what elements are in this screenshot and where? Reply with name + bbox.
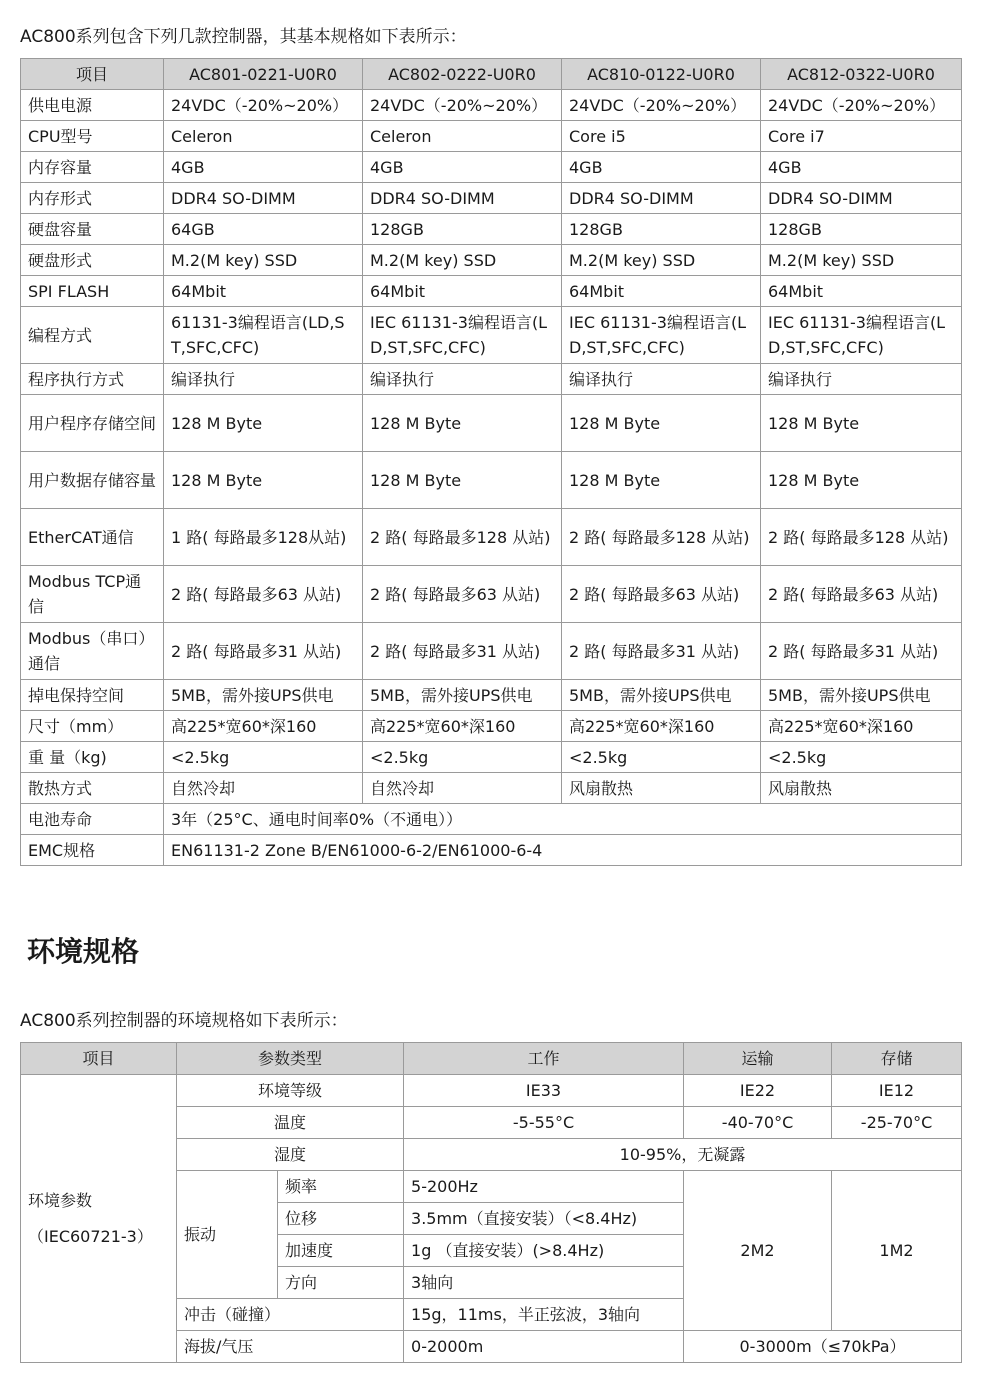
spec-cell: 编译执行 — [761, 364, 962, 395]
vibration-direction-label: 方向 — [278, 1267, 404, 1299]
spec-cell: 2 路( 每路最多63 从站) — [164, 566, 363, 623]
controller-spec-table — [20, 58, 962, 866]
temperature-label: 温度 — [177, 1107, 404, 1139]
spec-row-label: Modbus TCP通信 — [21, 566, 164, 623]
spec-row-label: 硬盘容量 — [21, 214, 164, 245]
env-header-work: 工作 — [404, 1043, 684, 1075]
table-row — [21, 711, 962, 742]
spec-cell: 2 路( 每路最多128 从站) — [562, 509, 761, 566]
spec-row-label: Modbus（串口）通信 — [21, 623, 164, 680]
spec-row-label: 重 量（kg) — [21, 742, 164, 773]
spec-cell: 24VDC（-20%~20%） — [164, 90, 363, 121]
spec-cell: 4GB — [363, 152, 562, 183]
spec-cell: 高225*宽60*深160 — [164, 711, 363, 742]
spec-cell: 64Mbit — [164, 276, 363, 307]
env-item-label — [21, 1075, 177, 1363]
spec-row-label: 供电电源 — [21, 90, 164, 121]
spec-row-label: 编程方式 — [21, 307, 164, 364]
spec-row-label: 程序执行方式 — [21, 364, 164, 395]
spec-cell: 24VDC（-20%~20%） — [363, 90, 562, 121]
spec-cell: 自然冷却 — [363, 773, 562, 804]
spec-row-label: 掉电保持空间 — [21, 680, 164, 711]
spec-row-label: EMC规格 — [21, 835, 164, 866]
vibration-frequency-value: 5-200Hz — [404, 1171, 684, 1203]
temperature-work: -5-55°C — [404, 1107, 684, 1139]
table-row — [21, 452, 962, 509]
environment-spec-table — [20, 1042, 962, 1363]
humidity-label: 湿度 — [177, 1139, 404, 1171]
spec-cell: 编译执行 — [164, 364, 363, 395]
spec-cell: IEC 61131-3编程语言(LD,ST,SFC,CFC) — [562, 307, 761, 364]
shock-label: 冲击（碰撞） — [177, 1299, 404, 1331]
table-row — [21, 121, 962, 152]
vibration-storage: 1M2 — [832, 1171, 962, 1331]
spec-cell: M.2(M key) SSD — [363, 245, 562, 276]
spec-cell: 2 路( 每路最多31 从站) — [562, 623, 761, 680]
table-row — [21, 680, 962, 711]
spec-cell: 2 路( 每路最多128 从站) — [761, 509, 962, 566]
spec-header-item: 项目 — [21, 59, 164, 90]
spec-row-label: CPU型号 — [21, 121, 164, 152]
table-row — [21, 395, 962, 452]
vibration-label: 振动 — [177, 1171, 278, 1299]
altitude-label: 海拔/气压 — [177, 1331, 404, 1363]
table-row — [21, 1075, 962, 1107]
spec-row-label: 电池寿命 — [21, 804, 164, 835]
spec-cell: EN61131-2 Zone B/EN61000-6-2/EN61000-6-4 — [164, 835, 962, 866]
table-row — [21, 509, 962, 566]
table-row — [21, 804, 962, 835]
spec-intro-text: AC800系列包含下列几款控制器，其基本规格如下表所示： — [20, 27, 467, 47]
spec-cell: IEC 61131-3编程语言(LD,ST,SFC,CFC) — [363, 307, 562, 364]
spec-cell: 64Mbit — [761, 276, 962, 307]
spec-row-label: 用户程序存储空间 — [21, 395, 164, 452]
spec-cell: 编译执行 — [363, 364, 562, 395]
spec-cell: Core i5 — [562, 121, 761, 152]
env-class-storage: IE12 — [832, 1075, 962, 1107]
spec-cell: Celeron — [164, 121, 363, 152]
spec-cell: 高225*宽60*深160 — [363, 711, 562, 742]
spec-row-label: 内存容量 — [21, 152, 164, 183]
spec-header-ac810: AC810-0122-U0R0 — [562, 59, 761, 90]
spec-cell: 128GB — [363, 214, 562, 245]
spec-cell: DDR4 SO-DIMM — [363, 183, 562, 214]
table-row — [21, 245, 962, 276]
spec-cell: 64Mbit — [562, 276, 761, 307]
table-row — [21, 183, 962, 214]
env-item-label-std: （IEC60721-3） — [28, 1226, 153, 1246]
spec-cell: 1 路( 每路最多128从站) — [164, 509, 363, 566]
table-row — [21, 566, 962, 623]
spec-cell: 24VDC（-20%~20%） — [562, 90, 761, 121]
spec-cell: M.2(M key) SSD — [761, 245, 962, 276]
vibration-displacement-label: 位移 — [278, 1203, 404, 1235]
spec-cell: 2 路( 每路最多31 从站) — [761, 623, 962, 680]
spec-cell: 2 路( 每路最多63 从站) — [562, 566, 761, 623]
vibration-frequency-label: 频率 — [278, 1171, 404, 1203]
table-row — [21, 364, 962, 395]
spec-row-label: 硬盘形式 — [21, 245, 164, 276]
spec-header-row — [21, 59, 962, 90]
spec-cell: <2.5kg — [363, 742, 562, 773]
spec-cell: 128 M Byte — [761, 395, 962, 452]
table-row — [21, 90, 962, 121]
spec-cell: 高225*宽60*深160 — [562, 711, 761, 742]
table-row — [21, 276, 962, 307]
spec-cell: 128 M Byte — [164, 452, 363, 509]
spec-header-ac801: AC801-0221-U0R0 — [164, 59, 363, 90]
spec-cell: 24VDC（-20%~20%） — [761, 90, 962, 121]
spec-cell: M.2(M key) SSD — [164, 245, 363, 276]
spec-cell: 64GB — [164, 214, 363, 245]
spec-cell: <2.5kg — [562, 742, 761, 773]
env-item-label-main: 环境参数 — [28, 1190, 93, 1210]
table-row — [21, 307, 962, 364]
spec-cell: 128 M Byte — [363, 395, 562, 452]
spec-cell: 2 路( 每路最多31 从站) — [164, 623, 363, 680]
env-header-param-type: 参数类型 — [177, 1043, 404, 1075]
table-row — [21, 773, 962, 804]
env-header-row — [21, 1043, 962, 1075]
spec-cell: 64Mbit — [363, 276, 562, 307]
spec-cell: DDR4 SO-DIMM — [761, 183, 962, 214]
spec-cell: 2 路( 每路最多31 从站) — [363, 623, 562, 680]
spec-header-ac802: AC802-0222-U0R0 — [363, 59, 562, 90]
spec-row-label: EtherCAT通信 — [21, 509, 164, 566]
vibration-acceleration-value: 1g （直接安装）(>8.4Hz) — [404, 1235, 684, 1267]
vibration-displacement-value: 3.5mm（直接安装）（<8.4Hz) — [404, 1203, 684, 1235]
spec-cell: 2 路( 每路最多128 从站) — [363, 509, 562, 566]
spec-cell: M.2(M key) SSD — [562, 245, 761, 276]
spec-cell: 4GB — [164, 152, 363, 183]
spec-row-label: 尺寸（mm） — [21, 711, 164, 742]
env-section-heading: 环境规格 — [27, 935, 140, 968]
spec-cell: IEC 61131-3编程语言(LD,ST,SFC,CFC) — [761, 307, 962, 364]
spec-cell: <2.5kg — [164, 742, 363, 773]
spec-cell: 自然冷却 — [164, 773, 363, 804]
spec-cell: 风扇散热 — [761, 773, 962, 804]
spec-cell: DDR4 SO-DIMM — [562, 183, 761, 214]
spec-cell: Core i7 — [761, 121, 962, 152]
humidity-value: 10-95%，无凝露 — [404, 1139, 962, 1171]
spec-cell: 128 M Byte — [562, 452, 761, 509]
spec-row-label: SPI FLASH — [21, 276, 164, 307]
spec-cell: 4GB — [761, 152, 962, 183]
spec-cell: 4GB — [562, 152, 761, 183]
spec-cell: 128 M Byte — [164, 395, 363, 452]
spec-cell: 128GB — [562, 214, 761, 245]
spec-cell: 128 M Byte — [562, 395, 761, 452]
env-intro-text: AC800系列控制器的环境规格如下表所示： — [20, 1011, 348, 1031]
spec-cell: 128 M Byte — [363, 452, 562, 509]
vibration-direction-value: 3轴向 — [404, 1267, 684, 1299]
spec-cell: DDR4 SO-DIMM — [164, 183, 363, 214]
spec-cell: <2.5kg — [761, 742, 962, 773]
temperature-transport: -40-70°C — [684, 1107, 832, 1139]
spec-cell: 高225*宽60*深160 — [761, 711, 962, 742]
table-row — [21, 623, 962, 680]
env-header-storage: 存储 — [832, 1043, 962, 1075]
spec-header-ac812: AC812-0322-U0R0 — [761, 59, 962, 90]
table-row — [21, 742, 962, 773]
spec-cell: 5MB，需外接UPS供电 — [164, 680, 363, 711]
altitude-transport-storage: 0-3000m（≤70kPa） — [684, 1331, 962, 1363]
spec-cell: Celeron — [363, 121, 562, 152]
spec-cell: 风扇散热 — [562, 773, 761, 804]
shock-value: 15g，11ms，半正弦波，3轴向 — [404, 1299, 684, 1331]
env-class-transport: IE22 — [684, 1075, 832, 1107]
spec-row-label: 用户数据存储容量 — [21, 452, 164, 509]
spec-cell: 128 M Byte — [761, 452, 962, 509]
spec-cell: 128GB — [761, 214, 962, 245]
spec-cell: 5MB，需外接UPS供电 — [562, 680, 761, 711]
table-row — [21, 214, 962, 245]
env-header-transport: 运输 — [684, 1043, 832, 1075]
table-row — [21, 152, 962, 183]
altitude-work: 0-2000m — [404, 1331, 684, 1363]
spec-cell: 2 路( 每路最多63 从站) — [761, 566, 962, 623]
spec-cell: 3年（25°C、通电时间率0%（不通电）） — [164, 804, 962, 835]
table-row — [21, 835, 962, 866]
spec-row-label: 散热方式 — [21, 773, 164, 804]
spec-cell: 5MB，需外接UPS供电 — [761, 680, 962, 711]
spec-cell: 编译执行 — [562, 364, 761, 395]
spec-row-label: 内存形式 — [21, 183, 164, 214]
vibration-transport: 2M2 — [684, 1171, 832, 1331]
spec-cell: 61131-3编程语言(LD,ST,SFC,CFC) — [164, 307, 363, 364]
env-header-item: 项目 — [21, 1043, 177, 1075]
env-class-work: IE33 — [404, 1075, 684, 1107]
spec-cell: 5MB，需外接UPS供电 — [363, 680, 562, 711]
temperature-storage: -25-70°C — [832, 1107, 962, 1139]
env-class-label: 环境等级 — [177, 1075, 404, 1107]
vibration-acceleration-label: 加速度 — [278, 1235, 404, 1267]
spec-cell: 2 路( 每路最多63 从站) — [363, 566, 562, 623]
